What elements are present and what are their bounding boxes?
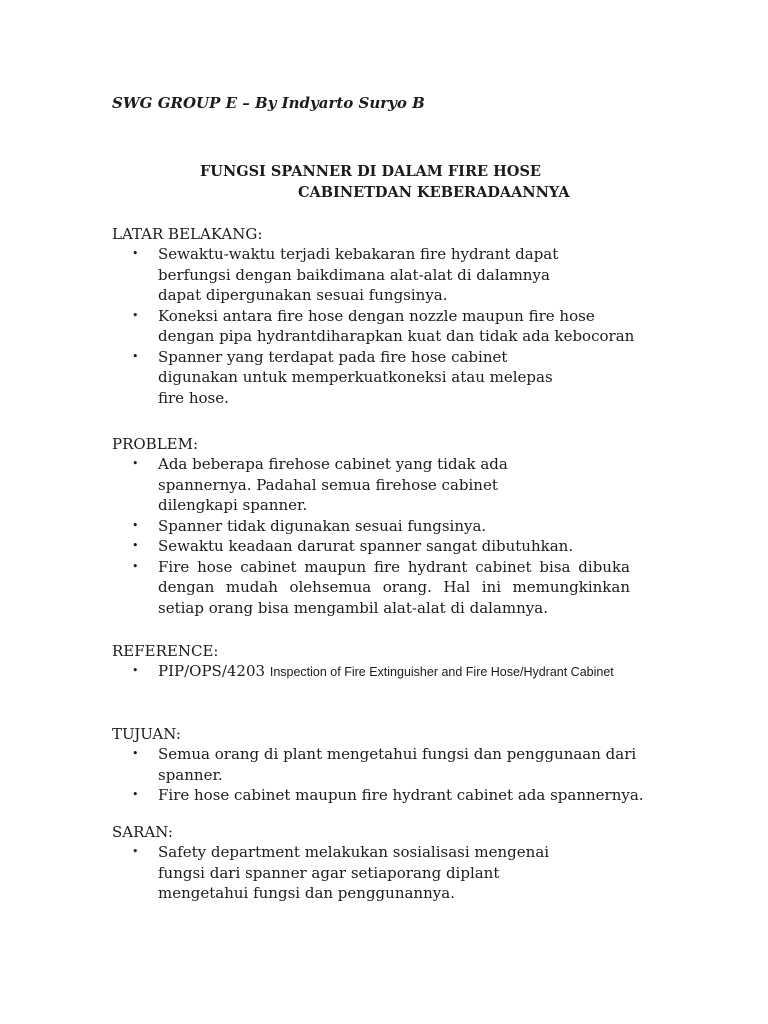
- bullet-icon: •: [132, 457, 139, 470]
- reference-description: Inspection of Fire Extinguisher and Fire Hose/Hydrant Cabinet: [269, 665, 614, 679]
- section-latar-belakang: [112, 224, 692, 408]
- section-heading: SARAN:: [112, 823, 173, 841]
- bullet-icon: •: [132, 845, 139, 858]
- list-item: • Safety department melakukan sosialisasi mengenai fungsi dari spanner agar setiaporang diplant mengetahui fungsi dan penggunannya.: [132, 843, 550, 902]
- list-item: • Ada beberapa firehose cabinet yang tidak ada spannernya. Padahal semua firehose cabinet dilengkapi spanner.: [132, 455, 508, 514]
- author-line: SWG GROUP E – By Indyarto Suryo B: [112, 94, 425, 112]
- bullet-icon: •: [132, 747, 139, 760]
- bullet-list: [112, 454, 692, 618]
- document-title-line-2: CABINETDAN KEBERADAANNYA: [298, 184, 570, 201]
- section-heading: LATAR BELAKANG:: [112, 225, 263, 243]
- section-reference: [112, 641, 692, 683]
- section-saran: [112, 822, 692, 904]
- bullet-icon: •: [132, 559, 139, 573]
- bullet-list: [112, 244, 635, 408]
- list-item: • Fire hose cabinet maupun fire hydrant cabinet ada spannernya.: [132, 786, 644, 804]
- bullet-icon: •: [132, 308, 139, 322]
- list-item: • Spanner tidak digunakan sesuai fungsinya.: [132, 516, 487, 535]
- bullet-icon: •: [132, 539, 139, 552]
- list-item: • Spanner yang terdapat pada fire hose cabinet digunakan untuk memperkuatkoneksi atau melepas fire hose.: [132, 347, 553, 407]
- section-heading: REFERENCE:: [112, 642, 219, 660]
- list-item: [112, 661, 692, 683]
- section-tujuan: [112, 724, 692, 806]
- list-item: • Koneksi antara fire hose dengan nozzle maupun fire hose dengan pipa hydrantdiharapkan kuat dan tidak ada kebocoran: [132, 306, 635, 345]
- document-title-line-1: FUNGSI SPANNER DI DALAM FIRE HOSE: [200, 163, 541, 180]
- bullet-icon: •: [132, 664, 139, 677]
- bullet-list: [112, 842, 692, 904]
- reference-code: PIP/OPS/4203: [158, 662, 266, 680]
- bullet-list: [112, 744, 692, 806]
- list-item: • Sewaktu-waktu terjadi kebakaran fire hydrant dapat berfungsi dengan baikdimana alat-alat di dalamnya dapat dipergunakan sesuai fungsinya.: [132, 245, 559, 304]
- list-item: • Sewaktu keadaan darurat spanner sangat dibutuhkan.: [132, 537, 574, 555]
- bullet-icon: •: [132, 518, 139, 532]
- bullet-icon: •: [132, 788, 139, 801]
- section-heading: PROBLEM:: [112, 435, 199, 453]
- section-heading: TUJUAN:: [112, 725, 181, 743]
- list-item: • Semua orang di plant mengetahui fungsi dan penggunaan dari spanner.: [132, 745, 637, 784]
- list-item: • Fire hose cabinet maupun fire hydrant cabinet bisa dibuka dengan mudah olehsemua orang. Hal ini memungkinkan setiap orang bisa mengambil alat-alat di dalamnya.: [132, 557, 630, 617]
- bullet-icon: •: [132, 247, 139, 260]
- bullet-list: [112, 661, 692, 683]
- section-problem: [112, 434, 692, 618]
- bullet-icon: •: [132, 349, 139, 363]
